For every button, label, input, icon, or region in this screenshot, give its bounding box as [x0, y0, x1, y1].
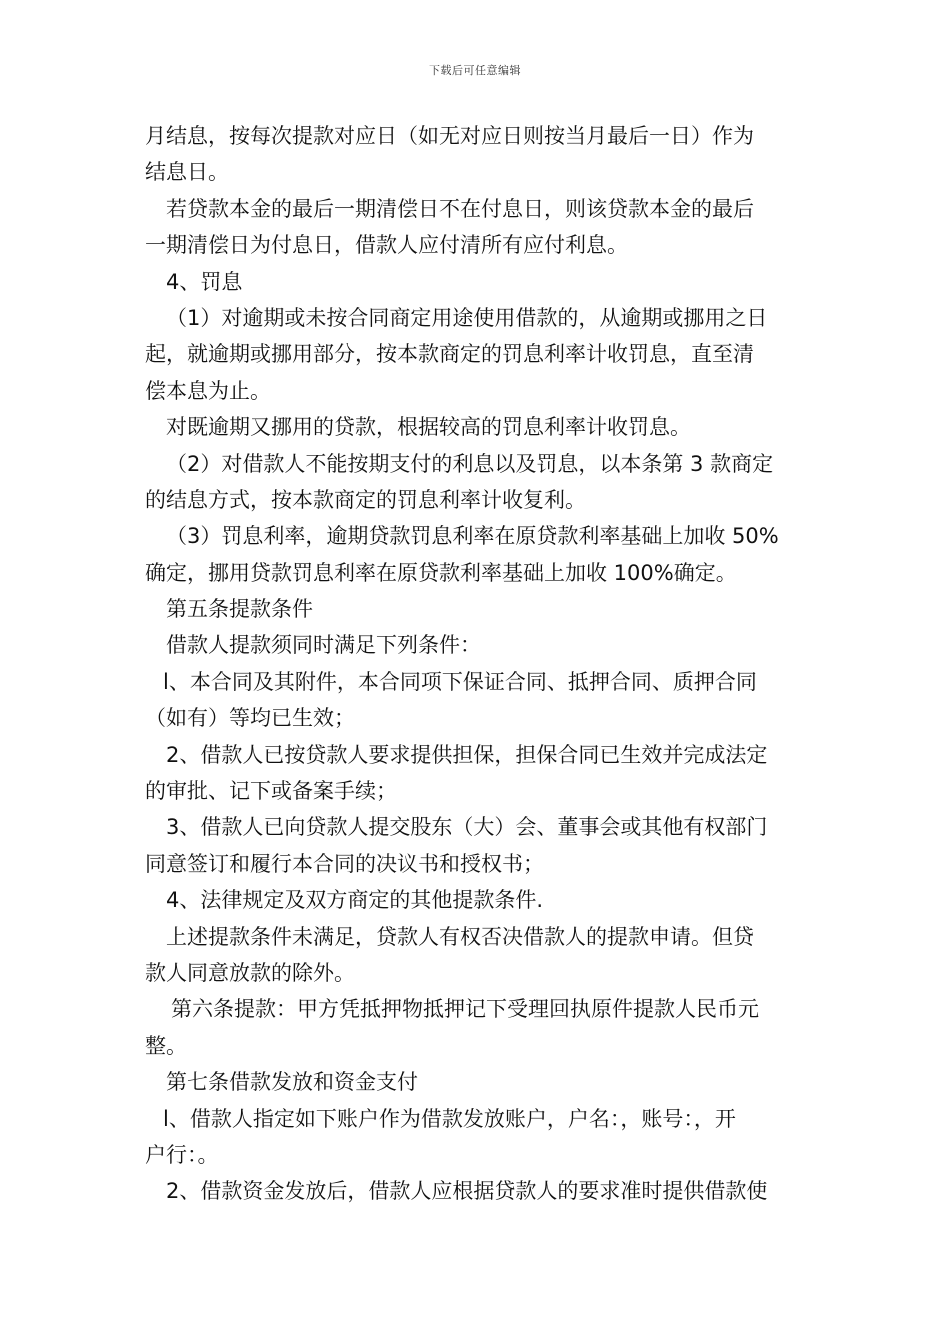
paragraph-line: 第六条提款：甲方凭抵押物抵押记下受理回执原件提款人民币元 [171, 997, 759, 1022]
document-body [145, 118, 807, 1210]
paragraph-line: l、借款人指定如下账户作为借款发放账户，户名：，账号：，开 [163, 1106, 736, 1131]
paragraph-line: 整。 [145, 1033, 187, 1058]
paragraph-line: 对既逾期又挪用的贷款，根据较高的罚息利率计收罚息。 [166, 415, 691, 440]
paragraph-line: 的结息方式，按本款商定的罚息利率计收复利。 [145, 487, 586, 512]
paragraph-line: （如有）等均已生效； [145, 706, 355, 731]
paragraph-line: 的审批、记下或备案手续； [145, 779, 397, 804]
paragraph-line: 2、借款人已按贷款人要求提供担保，担保合同已生效并完成法定 [166, 742, 768, 767]
paragraph-line: 结息日。 [145, 160, 229, 185]
paragraph-line: （2）对借款人不能按期支付的利息以及罚息，以本条第 3 款商定 [166, 451, 774, 476]
paragraph-line: l、本合同及其附件，本合同项下保证合同、抵押合同、质押合同 [163, 669, 757, 694]
paragraph-line: 同意签订和履行本合同的决议书和授权书； [145, 851, 544, 876]
paragraph-line: 3、借款人已向贷款人提交股东（大）会、董事会或其他有权部门 [166, 815, 768, 840]
paragraph-line: 借款人提款须同时满足下列条件： [166, 633, 481, 658]
paragraph-line: 月结息，按每次提款对应日（如无对应日则按当月最后一日）作为 [145, 124, 754, 148]
paragraph-line: 4、法律规定及双方商定的其他提款条件. [166, 888, 544, 913]
paragraph-line: 2、借款资金发放后，借款人应根据贷款人的要求准时提供借款使 [166, 1179, 768, 1204]
paragraph-line: 上述提款条件未满足，贷款人有权否决借款人的提款申请。但贷 [166, 924, 754, 949]
paragraph-line: 起，就逾期或挪用部分，按本款商定的罚息利率计收罚息，直至清 [145, 342, 754, 367]
section-heading: 4、罚息 [166, 269, 243, 294]
article-heading: 第五条提款条件 [166, 597, 313, 622]
paragraph-line: 若贷款本金的最后一期清偿日不在付息日，则该贷款本金的最后 [166, 196, 754, 221]
paragraph-line: 户行：。 [145, 1142, 219, 1167]
paragraph-line: 款人同意放款的除外。 [145, 960, 355, 985]
article-heading: 第七条借款发放和资金支付 [166, 1070, 418, 1095]
paragraph-line: 一期清偿日为付息日，借款人应付清所有应付利息。 [145, 233, 628, 258]
paragraph-line: 偿本息为止。 [145, 378, 271, 403]
page-header: 下载后可任意编辑 [429, 64, 521, 77]
paragraph-line: 确定，挪用贷款罚息利率在原贷款利率基础上加收 100%确定。 [145, 560, 737, 585]
paragraph-line: （1）对逾期或未按合同商定用途使用借款的，从逾期或挪用之日 [166, 305, 768, 330]
paragraph-line: （3）罚息利率，逾期贷款罚息利率在原贷款利率基础上加收 50% [166, 524, 779, 549]
